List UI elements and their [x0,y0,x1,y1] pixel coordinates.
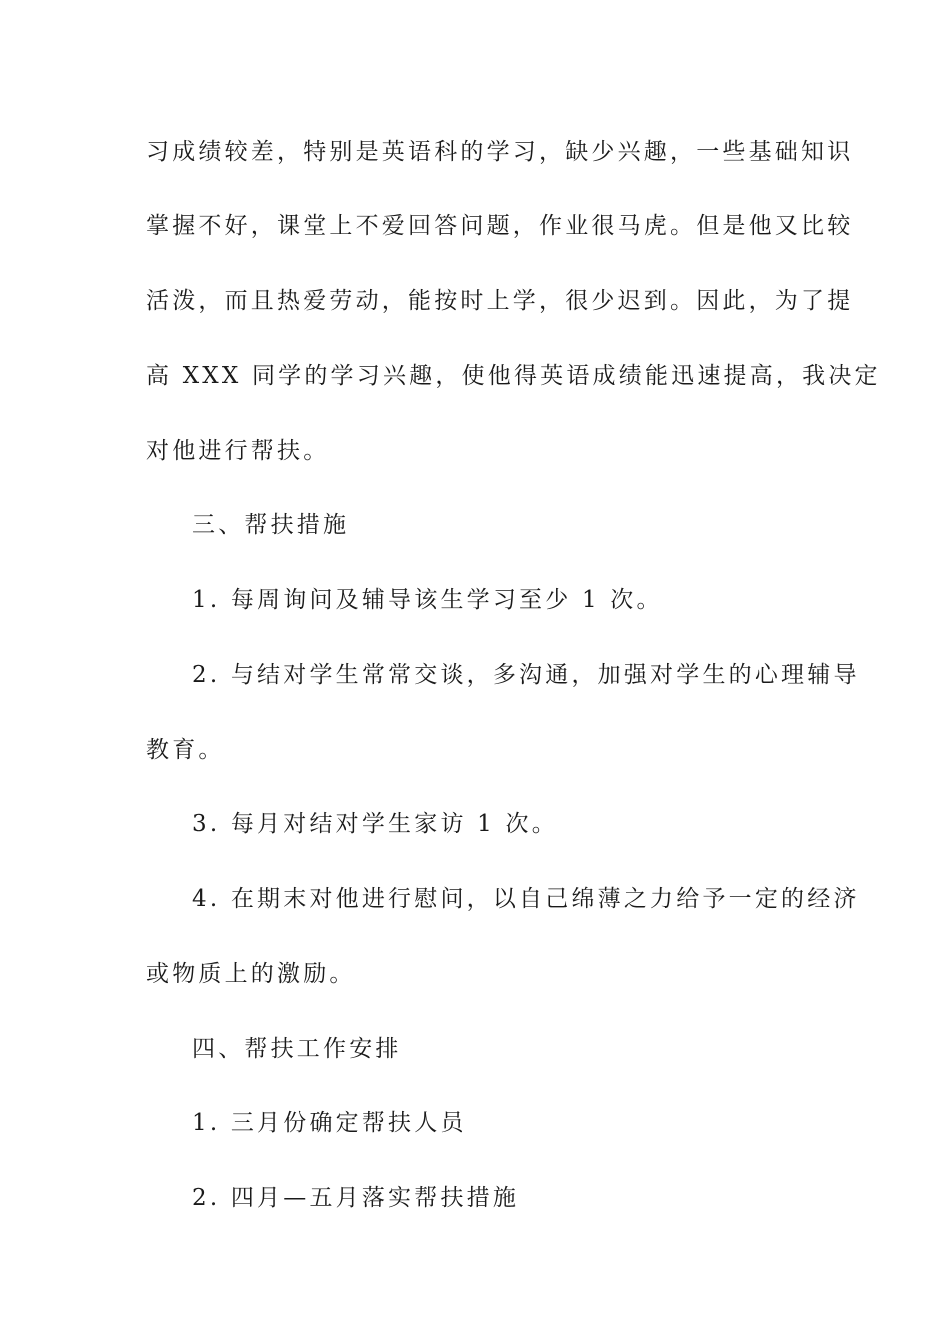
list-item: 3. 每月对结对学生家访 1 次。 [192,811,558,837]
list-item-continuation: 或物质上的激励。 [146,961,356,987]
paragraph-line: 高 XXX 同学的学习兴趣，使他得英语成绩能迅速提高，我决定 [146,363,881,389]
paragraph-line: 对他进行帮扶。 [146,438,330,464]
list-item: 1. 三月份确定帮扶人员 [192,1110,467,1136]
paragraph-line: 习成绩较差，特别是英语科的学习，缺少兴趣，一些基础知识 [146,139,854,165]
list-item: 4. 在期末对他进行慰问，以自己绵薄之力给予一定的经济 [192,886,860,912]
list-item: 1. 每周询问及辅导该生学习至少 1 次。 [192,587,663,613]
paragraph-line: 掌握不好，课堂上不爱回答问题，作业很马虎。但是他又比较 [146,213,854,239]
list-item-continuation: 教育。 [146,737,225,763]
paragraph-line: 活泼，而且热爱劳动，能按时上学，很少迟到。因此，为了提 [146,288,854,314]
list-item: 2. 与结对学生常常交谈，多沟通，加强对学生的心理辅导 [192,662,860,688]
section-heading: 四、帮扶工作安排 [192,1036,402,1062]
section-heading: 三、帮扶措施 [192,512,350,538]
list-item: 2. 四月—五月落实帮扶措施 [192,1185,520,1211]
